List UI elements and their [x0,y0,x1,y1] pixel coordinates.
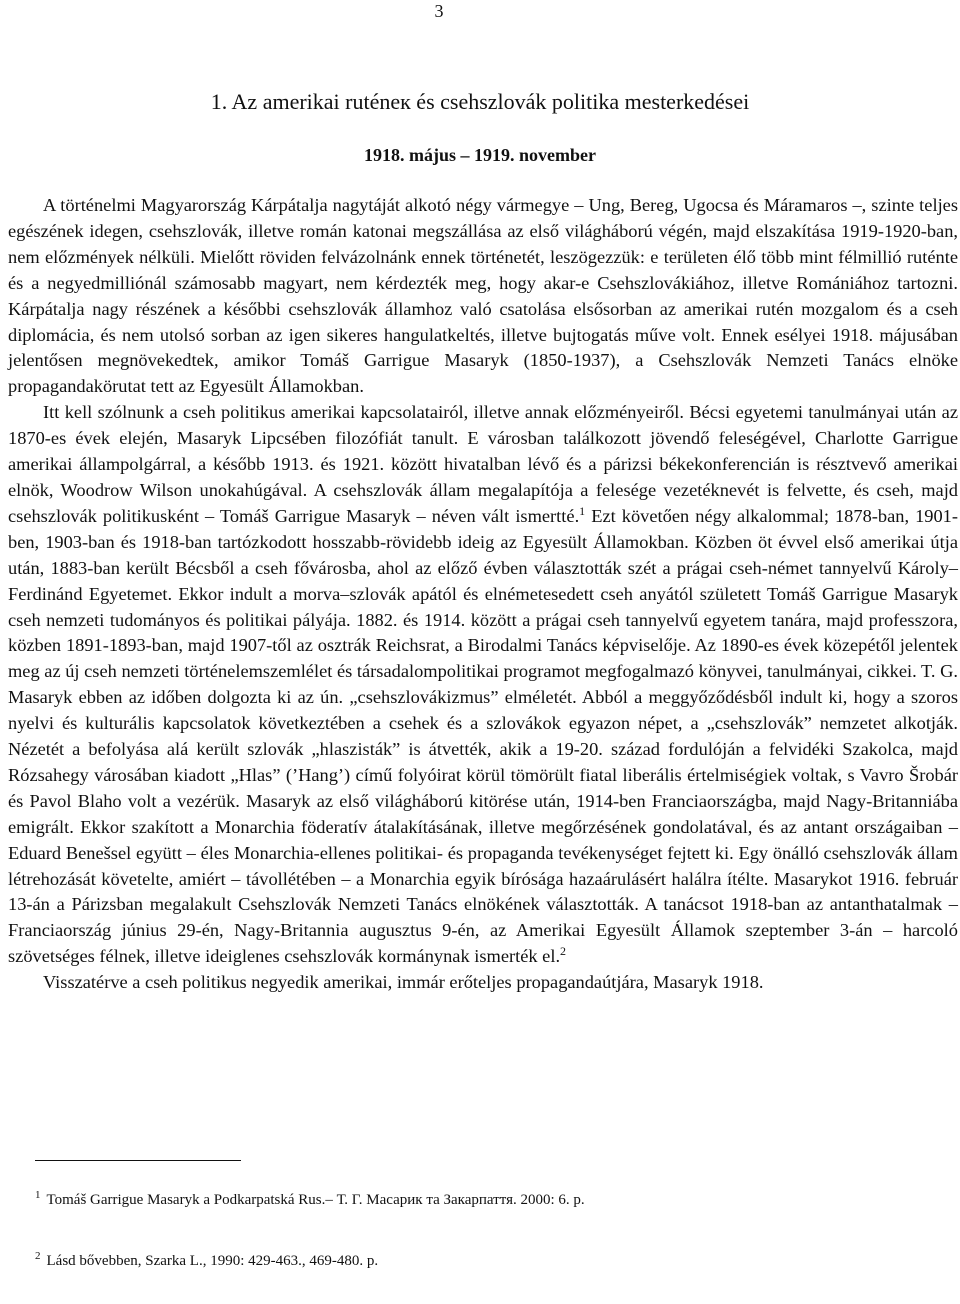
footnotes [35,1190,935,1271]
paragraph-2-part-1: Itt kell szólnunk a cseh politikus amerikai kapcsolatairól, illetve annak előzményeiről. Bécsi egyetemi tanulmányai után az 1870-es évek elején, Masaryk Lipcsében filozófiát tanult. E városban találkozott jövendő feleségével, Charlotte Garrigue amerikai állampolgárral, a később 1913. és 1921. között hivatalban lévő és a párizsi békekonferencián is résztvevő amerikai elnök, Woodrow Wilson unokahúgával. A csehszlovák állam megalapítója a felesége vezetéknevét is felvette, és cseh, majd csehszlovák politikusként – Tomáš Garrigue Masaryk – néven vált ismertté. [8,402,958,526]
footnote-text: Lásd bővebben, Szarka L., 1990: 429-463., 469-480. p. [46,1253,379,1269]
footnote-marker: 2 [35,1250,41,1262]
paragraph-1: A történelmi Magyarország Kárpátalja nagytáját alkotó négy vármegye – Ung, Bereg, Ugocsa és Máramaros –, szinte teljes egészének idegen, csehszlovák, illetve román katonai megszállása az első világháború végén, majd elszakítása 1919-1920-ban, nem előzmények nélküli. Mielőtt röviden felvázolnánk ennek történetét, leszögezzük: e területen élő több mint félmillió ruténte és a negyedmilliónál számosabb magyart, nem kérdezték meg, hogy akar-e Csehszlovákiához, illetve Romániához tartozni. Kárpátalja nagy részének a későbbi csehszlovák államhoz való csatolása elsősorban az amerikai rutén mozgalom és a cseh diplomácia, és nem utolsó sorban az igen sikeres hangulatkeltés, illetve bujtogatás műve volt. Ennek esélyei 1918. májusában jelentősen megnövekedtek, amikor Tomáš Garrigue Masaryk (1850-1937), a Csehszlovák Nemzeti Tanács elnöke propagandakörutat tett az Egyesült Államokban. [8,195,958,397]
chapter-date-range: 1918. május – 1919. november [364,145,596,165]
page-number: 3 [434,1,444,21]
footnote-text: Tomáš Garrigue Masaryk a Podkarpatská Rus.– Т. Г. Масарик та Закарпаття. 2000: 6. p. [46,1192,585,1208]
footnote-separator [35,1160,241,1161]
chapter-title: 1. Az amerikai ruténeк és csehszlovák politika mesterkedései [210,89,750,114]
paragraph-3: Visszatérve a cseh politikus negyedik amerikai, immár erőteljes propagandaútjára, Masaryk 1918. [43,972,764,993]
paragraph-2 [8,400,958,970]
footnote-ref-1[interactable]: 1 [579,503,586,518]
body-text [8,193,958,996]
paragraph-2-part-2: Ezt követően négy alkalommal; 1878-ban, 1901-ben, 1903-ban és 1918-ban tartózkodott hosszabb-rövidebb ideig az Egyesült Államokban. Közben öt évvel első amerikai útja után, 1883-ban került Bécsből a cseh fővárosba, ahol az előző évben választották szét a prágai cseh-német tannyelvű Károly–Ferdinánd Egyetemet. Ekkor indult a morva–szlovák apától és elnémetesedett cseh anyától született Tomáš Garrigue Masaryk cseh nemzeti tudományos és politikai pályája. 1882. és 1914. között a prágai cseh tannyelvű egyetem tanára, majd professzora, közben 1891-1893-ban, majd 1907-től az osztrák Reichsrat, a Birodalmi Tanács képviselője. Az 1890-es évek közepétől jelentek meg az új cseh nemzeti történelemszemlélet és társadalompolitikai programot megfogalmazó könyvei, tanulmányai, cikkei. T. G. Masaryk ebben az időben dolgozta ki az ún. „csehszlovákizmus” elméletét. Abból a meggyőződésből indult ki, hogy a szoros nyelvi és kulturális kapcsolatok következtében a csehek és a szlovákok egyazon népet, a „csehszlovák” nemzetet alkotják. Nézetét a befolyása alá került szlovák „hlaszisták” is átvették, akik a 19-20. század fordulóján a felvidéki Szakolca, majd Rózsahegy városában kiadott „Hlas” (’Hang’) című folyóirat körül tömörült fiatal liberális értelmiségiek voltak, s Vavro Šrobár és Pavol Blaho volt a vezérük. Masaryk az első világháború kitörése után, 1914-ben Franciaországba, majd Nagy-Britanniába emigrált. Ekkor szakított a Monarchia föderatív átalakításának, illetve megőrzésének gondolatával, és az antant országaiban – Eduard Benešsel együtt – éles Monarchia-ellenes politikai- és propaganda tevékenységet fejtett ki. Egy önálló csehszlovák állam létrehozását követelte, amiért – távollétében – a Monarchia egyik bírósága hazaárulásért halálra ítélte. Masarykot 1916. február 13-án a Párizsban megalakult Csehszlovák Nemzeti Tanács elnökének választották. A tanácsot 1918-ban az antanthatalmak – Franciaország június 29-én, Nagy-Britannia augusztus 9-én, az Amerikai Egyesült Államok szeptember 3-án – harcoló szövetséges félnek, illetve ideiglenes csehszlovák kormánynak ismerték el. [8,505,958,967]
footnote-ref-2[interactable]: 2 [560,944,567,959]
footnote-2 [35,1251,935,1271]
footnote-1 [35,1190,935,1210]
footnote-marker: 1 [35,1189,41,1201]
